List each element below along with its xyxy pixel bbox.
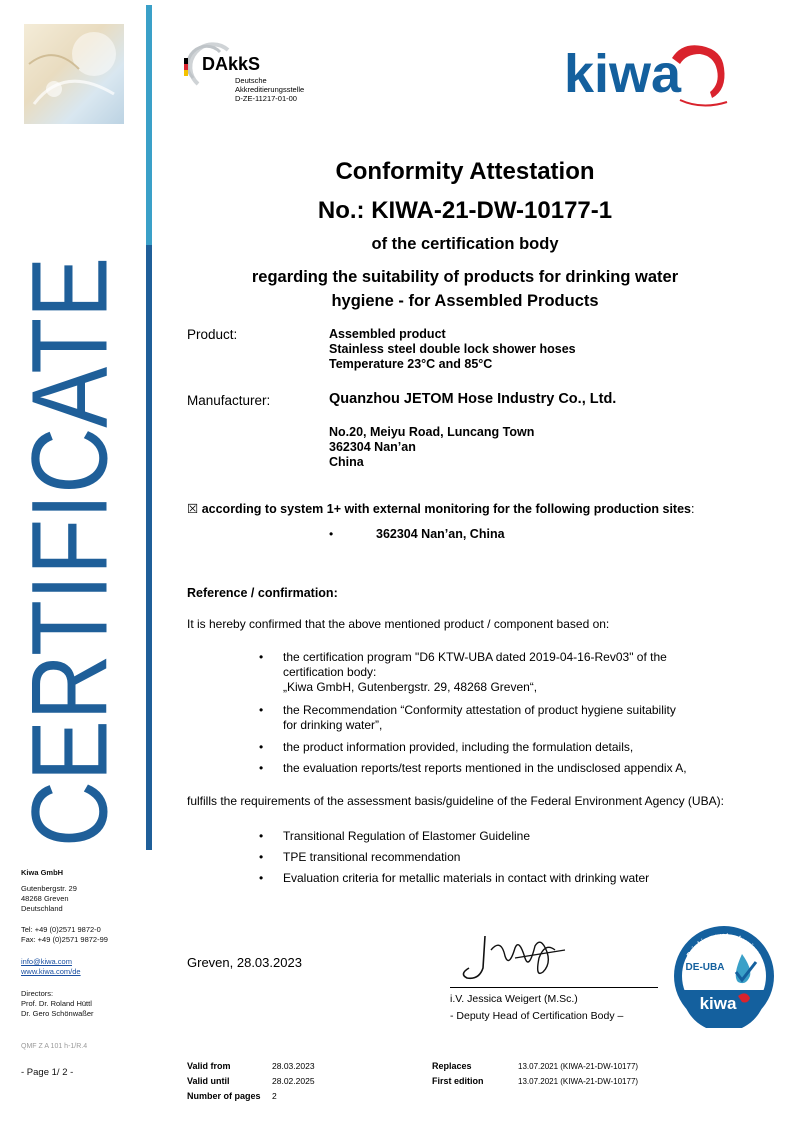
system-colon: : bbox=[691, 502, 695, 516]
reference-item-line: certification body: bbox=[283, 665, 377, 679]
guideline-item: Evaluation criteria for metallic materials in contact with drinking water bbox=[283, 871, 650, 885]
bullet-icon: • bbox=[329, 527, 334, 541]
dakks-line: D-ZE-11217-01-00 bbox=[235, 94, 297, 103]
vertical-word-text: CERTIFICATE bbox=[8, 148, 130, 847]
replaces: 13.07.2021 (KIWA-21-DW-10177) bbox=[518, 1062, 639, 1071]
first-edition: 13.07.2021 (KIWA-21-DW-10177) bbox=[518, 1077, 639, 1086]
bullet-icon: • bbox=[259, 703, 264, 717]
valid-until-label: Valid until bbox=[187, 1076, 230, 1086]
bullet-icon: • bbox=[259, 871, 264, 885]
bullet-icon: • bbox=[259, 850, 264, 864]
first-edition-label: First edition bbox=[432, 1076, 484, 1086]
production-site: 362304 Nan’an, China bbox=[376, 527, 505, 541]
reference-item-line: the Recommendation “Conformity attestation of product hygiene suitability bbox=[283, 703, 676, 717]
form-code: QMF Z A 101 h-1/R.4 bbox=[21, 1043, 88, 1050]
director: Prof. Dr. Roland Hüttl bbox=[21, 999, 92, 1008]
dakks-name: DAkkS bbox=[202, 54, 261, 74]
directors bbox=[21, 989, 94, 1019]
title-line-4 bbox=[150, 265, 780, 313]
reference-item: the evaluation reports/test reports mentioned in the undisclosed appendix A, bbox=[283, 761, 687, 775]
bullet-icon: • bbox=[259, 829, 264, 843]
address-line: 362304 Nan’an bbox=[329, 440, 416, 454]
company-address bbox=[21, 884, 77, 914]
valid-from: 28.03.2023 bbox=[272, 1061, 315, 1071]
place-date: Greven, 28.03.2023 bbox=[187, 955, 302, 970]
edition-values bbox=[518, 1059, 638, 1089]
title-line: hygiene - for Assembled Products bbox=[331, 292, 599, 310]
dakks-text bbox=[235, 76, 304, 103]
pages-label: Number of pages bbox=[187, 1091, 261, 1101]
bullet-icon: • bbox=[259, 740, 264, 754]
reference-item-line: the certification program "D6 KTW-UBA dated 2019-04-16-Rev03" of the bbox=[283, 650, 667, 664]
title-line: regarding the suitability of products for drinking water bbox=[251, 268, 679, 286]
certificate-vertical-word bbox=[8, 148, 130, 850]
pages: 2 bbox=[272, 1091, 277, 1101]
address-line: No.20, Meiyu Road, Luncang Town bbox=[329, 425, 535, 439]
signer-name: i.V. Jessica Weigert (M.Sc.) bbox=[450, 993, 578, 1005]
guideline-item: Transitional Regulation of Elastomer Guideline bbox=[283, 829, 531, 843]
system-text: according to system 1+ with external monitoring for the following production sites bbox=[201, 502, 691, 516]
reference-item: the product information provided, including the formulation details, bbox=[283, 740, 634, 754]
product-line: Stainless steel double lock shower hoses bbox=[329, 342, 576, 356]
reference-item-line: for drinking water”, bbox=[283, 718, 383, 732]
address-line: Deutschland bbox=[21, 904, 63, 913]
signature-line bbox=[450, 987, 658, 988]
kiwa-logo-text: kiwa bbox=[564, 44, 682, 104]
title-line-1: Conformity Attestation bbox=[335, 158, 595, 185]
address-line: 48268 Greven bbox=[21, 894, 69, 903]
title-line-3: of the certification body bbox=[371, 235, 559, 253]
directors-label: Directors: bbox=[21, 989, 54, 998]
tel: Tel: +49 (0)2571 9872-0 bbox=[21, 925, 101, 934]
de-uba-seal bbox=[672, 924, 776, 1028]
manufacturer-address bbox=[329, 425, 534, 470]
product-line: Temperature 23°C and 85°C bbox=[329, 357, 493, 371]
manufacturer-name: Quanzhou JETOM Hose Industry Co., Ltd. bbox=[329, 391, 617, 407]
dakks-line: Akkreditierungsstelle bbox=[235, 85, 305, 94]
edition-labels bbox=[432, 1059, 484, 1089]
reference-item-line: „Kiwa GmbH, Gutenbergstr. 29, 48268 Greven“, bbox=[283, 680, 538, 694]
company-phone bbox=[21, 925, 108, 945]
page-number: - Page 1/ 2 - bbox=[21, 1067, 74, 1078]
dakks-line: Deutsche bbox=[235, 76, 267, 85]
validity-values bbox=[272, 1059, 315, 1104]
reference-heading: Reference / confirmation: bbox=[187, 586, 338, 600]
website-link[interactable]: www.kiwa.com/de bbox=[21, 967, 81, 976]
fulfills-statement: fulfills the requirements of the assessment basis/guideline of the Federal Environment Agency (UBA): bbox=[187, 794, 724, 808]
seal-brand: kiwa bbox=[699, 994, 737, 1013]
system-statement bbox=[187, 501, 694, 516]
replaces-label: Replaces bbox=[432, 1061, 472, 1071]
reference-item bbox=[283, 703, 676, 733]
seal-arc-text: Drinking water hygiene bbox=[684, 930, 764, 960]
manufacturer-label: Manufacturer: bbox=[187, 393, 271, 408]
reference-intro: It is hereby confirmed that the above mentioned product / component based on: bbox=[187, 617, 610, 631]
title-number: No.: KIWA-21-DW-10177-1 bbox=[317, 197, 613, 224]
email-link[interactable]: info@kiwa.com bbox=[21, 957, 72, 966]
seal-label: DE-UBA bbox=[685, 962, 725, 973]
director: Dr. Gero Schönwaßer bbox=[21, 1009, 94, 1018]
reference-item bbox=[283, 650, 667, 695]
address-line: Gutenbergstr. 29 bbox=[21, 884, 77, 893]
guideline-item: TPE transitional recommendation bbox=[283, 850, 461, 864]
fax: Fax: +49 (0)2571 9872-99 bbox=[21, 935, 108, 944]
company-name: Kiwa GmbH bbox=[21, 868, 64, 877]
bullet-icon: • bbox=[259, 761, 264, 775]
valid-until: 28.02.2025 bbox=[272, 1076, 315, 1086]
product-label: Product: bbox=[187, 327, 238, 342]
checked-checkbox-icon: ☒ bbox=[187, 502, 199, 516]
bullet-icon: • bbox=[259, 650, 264, 664]
valid-from-label: Valid from bbox=[187, 1061, 231, 1071]
validity-labels bbox=[187, 1059, 261, 1104]
address-line: China bbox=[329, 455, 364, 469]
company-contacts bbox=[21, 957, 81, 977]
signature-image bbox=[455, 928, 575, 988]
dakks-logo bbox=[180, 40, 310, 108]
product-value bbox=[329, 327, 576, 372]
corner-image bbox=[24, 24, 124, 124]
product-line: Assembled product bbox=[329, 327, 446, 341]
signer-role: - Deputy Head of Certification Body – bbox=[450, 1010, 624, 1022]
kiwa-logo bbox=[562, 40, 732, 110]
